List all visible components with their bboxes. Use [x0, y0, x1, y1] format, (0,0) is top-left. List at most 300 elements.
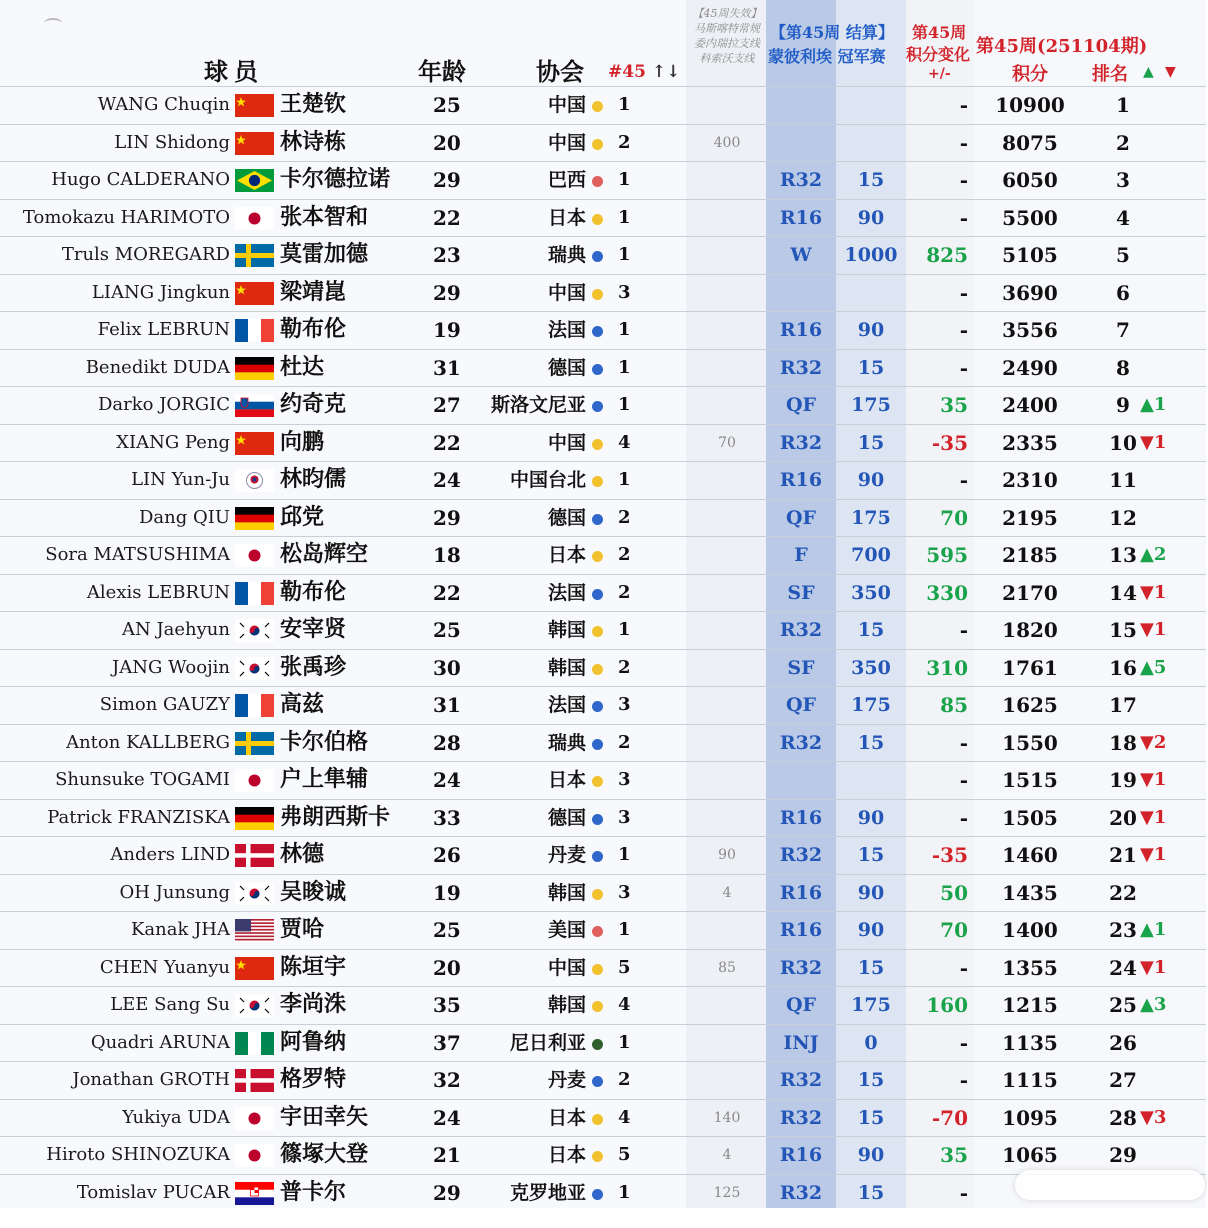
association-dot-icon: [592, 551, 603, 562]
event-points: 90: [857, 881, 885, 904]
national-rank: 2: [618, 131, 631, 153]
table-row: [0, 1024, 1206, 1062]
national-rank: 1: [618, 469, 631, 490]
player-association: 法国: [547, 319, 586, 341]
header-rank45-label: #45: [608, 62, 646, 82]
current-rank: 7: [1116, 318, 1130, 342]
current-rank: 11: [1109, 468, 1137, 492]
national-rank: 1: [618, 919, 631, 940]
header-week45: 第45周: [912, 23, 967, 42]
flag-korea-icon: [235, 882, 274, 905]
event-round: [766, 762, 836, 798]
points-change: -: [959, 805, 968, 830]
association-dot-icon: [592, 1001, 603, 1012]
event-points: 15: [857, 1181, 885, 1204]
event-round: R16: [779, 469, 823, 491]
national-rank: 1: [618, 394, 631, 415]
table-row: [0, 311, 1206, 349]
rank-movement: ▼1: [1140, 581, 1167, 603]
player-name-zh: 格罗特: [280, 1067, 347, 1092]
player-name-zh: 弗朗西斯卡: [280, 804, 391, 830]
total-points: 5105: [1002, 243, 1058, 267]
player-name-zh: 梁靖崑: [280, 279, 347, 305]
player-name-zh: 陈垣宇: [280, 954, 347, 980]
lost-points: [690, 350, 764, 386]
player-name-zh: 王楚钦: [280, 92, 347, 117]
player-age: 25: [433, 918, 461, 942]
table-row: [0, 874, 1206, 912]
national-rank: 5: [618, 956, 631, 978]
total-points: 1625: [1002, 693, 1058, 717]
national-rank: 3: [618, 769, 631, 790]
points-change: 595: [926, 543, 968, 567]
event-round: R32: [779, 1106, 823, 1129]
flag-china-icon: [235, 432, 274, 455]
current-rank: 28: [1109, 1105, 1137, 1130]
flag-nigeria-icon: [235, 1032, 274, 1055]
player-association: 中国: [547, 956, 586, 979]
event-points: 350: [851, 581, 891, 604]
lost-points: [690, 500, 764, 536]
player-name-zh: 张禹珍: [280, 654, 347, 680]
player-name-en: Shunsuke TOGAMI: [55, 769, 230, 790]
association-dot-icon: [592, 401, 603, 412]
total-points: 5500: [1002, 205, 1058, 230]
current-rank: 12: [1109, 505, 1137, 530]
player-name-en: Alexis LEBRUN: [86, 581, 230, 603]
table-row: [0, 911, 1206, 949]
flag-china-icon: [235, 132, 274, 155]
player-name-en: Hiroto SHINOZUKA: [46, 1144, 230, 1165]
event-points: [836, 762, 906, 798]
player-age: 26: [433, 843, 461, 867]
points-change: -: [959, 280, 968, 305]
player-association: 中国: [547, 281, 586, 304]
player-name-en: AN Jaehyun: [121, 619, 230, 640]
lost-points: [690, 275, 764, 311]
player-name-en: Anton KALLBERG: [66, 731, 230, 753]
player-name-zh: 高兹: [280, 692, 325, 717]
player-association: 德国: [547, 806, 586, 829]
points-change: -: [959, 130, 968, 155]
event-points: [836, 87, 906, 123]
sort-arrows-icon: ↑↓: [651, 62, 681, 82]
table-row: [0, 199, 1206, 237]
player-association: 韩国: [547, 881, 586, 904]
points-change: 825: [926, 243, 968, 267]
player-age: 33: [433, 805, 461, 830]
player-name-en: Sora MATSUSHIMA: [45, 544, 230, 565]
player-name-en: LEE Sang Su: [110, 994, 230, 1015]
player-age: 24: [433, 768, 461, 792]
lost-points: [690, 1062, 764, 1098]
player-name-en: Truls MOREGARD: [61, 244, 230, 265]
national-rank: 2: [618, 656, 631, 678]
player-association: 德国: [547, 506, 586, 529]
player-age: 25: [433, 618, 461, 642]
total-points: 1355: [1002, 955, 1058, 980]
national-rank: 4: [618, 1106, 631, 1128]
player-age: 21: [433, 1143, 461, 1167]
event-points: 350: [851, 656, 891, 679]
event-round: R32: [779, 731, 823, 754]
table-row: [0, 424, 1206, 462]
header-event-champions: 冠军赛: [837, 47, 886, 66]
player-name-en: CHEN Yuanyu: [99, 956, 230, 978]
player-name-en: Kanak JHA: [130, 919, 230, 940]
player-association: 丹麦: [547, 1069, 586, 1091]
current-rank: 3: [1116, 168, 1130, 192]
table-row: [0, 499, 1206, 537]
national-rank: 2: [618, 506, 631, 528]
total-points: 1095: [1002, 1105, 1058, 1130]
event-points: 15: [857, 1069, 885, 1091]
player-name-en: Tomislav PUCAR: [76, 1181, 230, 1203]
player-association: 克罗地亚: [509, 1181, 586, 1204]
player-name-en: Yukiya UDA: [122, 1106, 230, 1128]
points-change: 330: [926, 580, 968, 605]
total-points: 10900: [995, 93, 1065, 117]
total-points: 1515: [1002, 768, 1058, 792]
current-rank: 15: [1109, 618, 1137, 642]
points-change: -: [959, 955, 968, 980]
flag-usa-icon: [235, 919, 274, 942]
table-row: [0, 386, 1206, 424]
lost-points: [690, 162, 764, 198]
player-age: 31: [433, 693, 461, 717]
lost-points: 4: [722, 1147, 732, 1163]
event-points: 90: [857, 319, 885, 341]
player-age: 29: [433, 1180, 461, 1205]
lost-points: [690, 200, 764, 236]
total-points: 3556: [1002, 318, 1058, 342]
current-rank: 21: [1109, 843, 1137, 867]
total-points: 6050: [1002, 168, 1058, 192]
header-points: 积分: [1012, 64, 1048, 85]
table-row: [0, 536, 1206, 574]
player-name-zh: 卡尔伯格: [280, 729, 369, 755]
national-rank: 1: [618, 844, 631, 865]
national-rank: 4: [618, 994, 631, 1015]
total-points: 3690: [1002, 280, 1058, 305]
event-points: 90: [857, 469, 885, 491]
player-age: 28: [433, 730, 461, 755]
player-association: 尼日利亚: [509, 1031, 586, 1054]
player-association: 日本: [547, 1144, 586, 1166]
current-rank: 23: [1109, 918, 1137, 942]
player-name-en: OH Junsung: [119, 881, 230, 903]
event-round: INJ: [783, 1031, 819, 1054]
rank-movement: ▼1: [1140, 619, 1167, 640]
flag-france-icon: [235, 582, 274, 605]
association-dot-icon: [592, 1076, 603, 1087]
total-points: 2400: [1002, 393, 1058, 417]
table-row: [0, 949, 1206, 987]
event-round: R32: [779, 844, 823, 866]
lost-points: [690, 912, 764, 948]
points-change: -: [959, 1030, 968, 1055]
event-round: R16: [779, 806, 823, 829]
total-points: 1215: [1002, 993, 1058, 1017]
flag-sweden-icon: [235, 244, 274, 267]
comment-input-bar[interactable]: [1015, 1170, 1205, 1200]
player-age: 23: [433, 243, 461, 267]
total-points: 8075: [1002, 130, 1058, 155]
player-name-zh: 松岛辉空: [280, 542, 369, 567]
national-rank: 3: [618, 806, 631, 828]
player-association: 中国: [547, 131, 586, 154]
table-row: [0, 836, 1206, 874]
association-dot-icon: [592, 1039, 603, 1050]
event-round: R16: [779, 881, 823, 904]
player-association: 中国: [547, 431, 586, 454]
table-row: [0, 761, 1206, 799]
total-points: 1400: [1002, 918, 1058, 942]
player-name-zh: 林诗栋: [280, 129, 347, 155]
lost-points: [690, 800, 764, 836]
flag-brazil-icon: [235, 169, 274, 192]
flag-denmark-icon: [235, 1069, 274, 1092]
national-rank: 2: [618, 731, 631, 753]
player-name-zh: 约奇克: [280, 392, 347, 417]
event-points: 90: [857, 1144, 885, 1166]
table-row: [0, 461, 1206, 499]
header-age: 年龄: [418, 57, 466, 86]
header-association: 协会: [536, 57, 584, 86]
player-name-zh: 贾哈: [280, 917, 325, 942]
total-points: 2310: [1002, 468, 1058, 492]
national-rank: 2: [618, 581, 631, 603]
current-rank: 6: [1116, 280, 1130, 305]
table-row: [0, 649, 1206, 687]
association-dot-icon: [592, 214, 603, 225]
flag-japan-icon: [235, 769, 274, 792]
event-round: R32: [779, 356, 823, 379]
table-row: [0, 161, 1206, 199]
table-row: [0, 574, 1206, 612]
player-age: 32: [433, 1068, 461, 1092]
current-rank: 1: [1116, 93, 1130, 117]
player-name-zh: 莫雷加德: [280, 242, 369, 267]
association-dot-icon: [592, 176, 603, 187]
player-name-en: Benedikt DUDA: [85, 356, 230, 378]
table-row: [0, 349, 1206, 387]
player-name-zh: 篠塚大登: [280, 1142, 369, 1167]
association-dot-icon: [592, 589, 603, 600]
logo-icon: [44, 18, 62, 28]
current-rank: 13: [1109, 543, 1137, 567]
player-age: 29: [433, 280, 461, 305]
player-name-zh: 宇田幸矢: [280, 1104, 369, 1130]
current-rank: 10: [1109, 430, 1137, 455]
event-points: [836, 125, 906, 161]
player-age: 37: [433, 1030, 461, 1055]
player-age: 22: [433, 580, 461, 605]
association-dot-icon: [592, 664, 603, 675]
rank-movement: ▼1: [1140, 769, 1167, 790]
event-points: 175: [851, 994, 891, 1016]
player-name-en: LIN Shidong: [114, 131, 230, 153]
table-row: [0, 1061, 1206, 1099]
player-name-en: Quadri ARUNA: [90, 1031, 230, 1053]
current-rank: 22: [1109, 880, 1137, 905]
event-points: 15: [857, 431, 885, 454]
player-association: 日本: [547, 544, 586, 566]
event-round: SF: [787, 656, 815, 679]
association-dot-icon: [592, 626, 603, 637]
player-association: 法国: [547, 694, 586, 716]
event-round: QF: [785, 506, 817, 529]
national-rank: 3: [618, 694, 631, 715]
flag-croatia-icon: [235, 1182, 274, 1205]
player-age: 19: [433, 880, 461, 905]
player-name-zh: 邱党: [280, 504, 325, 530]
total-points: 1820: [1002, 618, 1058, 642]
national-rank: 3: [618, 881, 631, 903]
association-dot-icon: [592, 1114, 603, 1125]
current-rank: 20: [1109, 805, 1137, 830]
event-round: R32: [779, 1181, 823, 1204]
flag-korea-icon: [235, 619, 274, 642]
player-association: 日本: [547, 769, 586, 791]
event-round: R16: [779, 1144, 823, 1166]
player-name-zh: 勒布伦: [280, 317, 347, 342]
lost-points: 125: [713, 1184, 741, 1201]
association-dot-icon: [592, 814, 603, 825]
table-row: [0, 86, 1206, 124]
event-points: 175: [851, 506, 891, 529]
association-dot-icon: [592, 326, 603, 337]
player-age: 19: [433, 318, 461, 342]
flag-korea-icon: [235, 994, 274, 1017]
player-association: 斯洛文尼亚: [490, 394, 586, 416]
event-round: [766, 87, 836, 123]
current-rank: 16: [1109, 655, 1137, 680]
flag-japan-icon: [235, 1107, 274, 1130]
player-age: 20: [433, 955, 461, 980]
flag-tpe-icon: [235, 469, 274, 492]
event-points: 15: [857, 731, 885, 754]
player-name-zh: 林昀儒: [280, 467, 347, 492]
total-points: 1135: [1002, 1030, 1058, 1055]
event-round: R32: [779, 619, 823, 641]
event-round: F: [794, 544, 808, 566]
player-name-en: Anders LIND: [110, 844, 230, 865]
current-rank: 19: [1109, 768, 1137, 792]
player-name-en: JANG Woojin: [112, 656, 230, 678]
lost-points: 4: [722, 884, 732, 901]
player-association: 韩国: [547, 619, 586, 641]
points-change: 50: [940, 880, 968, 905]
table-row: [0, 799, 1206, 837]
association-dot-icon: [592, 739, 603, 750]
association-dot-icon: [592, 964, 603, 975]
lost-points: 85: [718, 959, 736, 976]
flag-slovenia-icon: [235, 394, 274, 417]
player-association: 瑞典: [547, 244, 586, 266]
event-points: 90: [857, 806, 885, 829]
current-rank: 29: [1109, 1143, 1137, 1167]
national-rank: 1: [618, 206, 631, 228]
points-change: 160: [926, 993, 968, 1017]
player-name-zh: 卡尔德拉诺: [280, 167, 391, 192]
points-change: -: [959, 93, 968, 117]
header-period: 第45周(251104期): [976, 36, 1148, 57]
player-name-en: LIN Yun-Ju: [131, 469, 230, 490]
player-association: 美国: [547, 919, 586, 941]
event-points: 90: [857, 919, 885, 941]
event-round: W: [790, 244, 812, 266]
points-change: 35: [940, 393, 968, 417]
player-name-en: Darko JORGIC: [97, 394, 230, 415]
player-name-zh: 张本智和: [280, 204, 369, 230]
current-rank: 2: [1116, 130, 1130, 155]
national-rank: 3: [618, 281, 631, 303]
total-points: 1505: [1002, 805, 1058, 830]
flag-germany-icon: [235, 807, 274, 830]
player-association: 韩国: [547, 994, 586, 1016]
rank-movement: ▲1: [1140, 394, 1167, 415]
event-round: R16: [779, 206, 823, 229]
table-row: [0, 986, 1206, 1024]
total-points: 2490: [1002, 355, 1058, 380]
lost-points: 90: [718, 847, 736, 863]
association-dot-icon: [592, 139, 603, 150]
national-rank: 2: [618, 544, 631, 565]
points-change: 70: [940, 918, 968, 942]
flag-japan-icon: [235, 207, 274, 230]
player-association: 中国: [547, 94, 586, 116]
national-rank: 1: [618, 319, 631, 340]
table-header: [0, 0, 1208, 86]
player-association: 德国: [547, 356, 586, 379]
current-rank: 9: [1116, 393, 1130, 417]
header-rank: 排名: [1092, 64, 1128, 85]
total-points: 1065: [1002, 1143, 1058, 1167]
rank-movement: ▲2: [1140, 544, 1167, 565]
current-rank: 17: [1109, 693, 1137, 717]
player-name-en: WANG Chuqin: [97, 94, 230, 115]
header-event: [768, 44, 886, 67]
lost-points: [690, 312, 764, 348]
association-dot-icon: [592, 101, 603, 112]
player-age: 24: [433, 468, 461, 492]
association-dot-icon: [592, 514, 603, 525]
lost-points: [690, 650, 764, 686]
association-dot-icon: [592, 1151, 603, 1162]
current-rank: 5: [1116, 243, 1130, 267]
header-plus-minus: +/-: [928, 66, 951, 82]
national-rank: 1: [618, 94, 631, 115]
national-rank: 1: [618, 169, 631, 190]
player-name-en: Patrick FRANZISKA: [47, 806, 230, 828]
flag-france-icon: [235, 694, 274, 717]
total-points: 1761: [1002, 655, 1058, 680]
player-age: 20: [433, 130, 461, 155]
player-name-en: Dang QIU: [138, 506, 230, 528]
player-name-en: Simon GAUZY: [99, 694, 230, 715]
lost-points: [690, 1025, 764, 1061]
flag-sweden-icon: [235, 732, 274, 755]
up-arrow-icon: ▲: [1143, 64, 1154, 80]
player-name-zh: 勒布伦: [280, 579, 347, 605]
header-settlement: 【第45周 结算】: [770, 23, 894, 42]
lost-points: [690, 612, 764, 648]
points-change: -: [959, 730, 968, 755]
lost-points: [690, 762, 764, 798]
flag-germany-icon: [235, 357, 274, 380]
rank-movement: ▲5: [1140, 656, 1167, 678]
